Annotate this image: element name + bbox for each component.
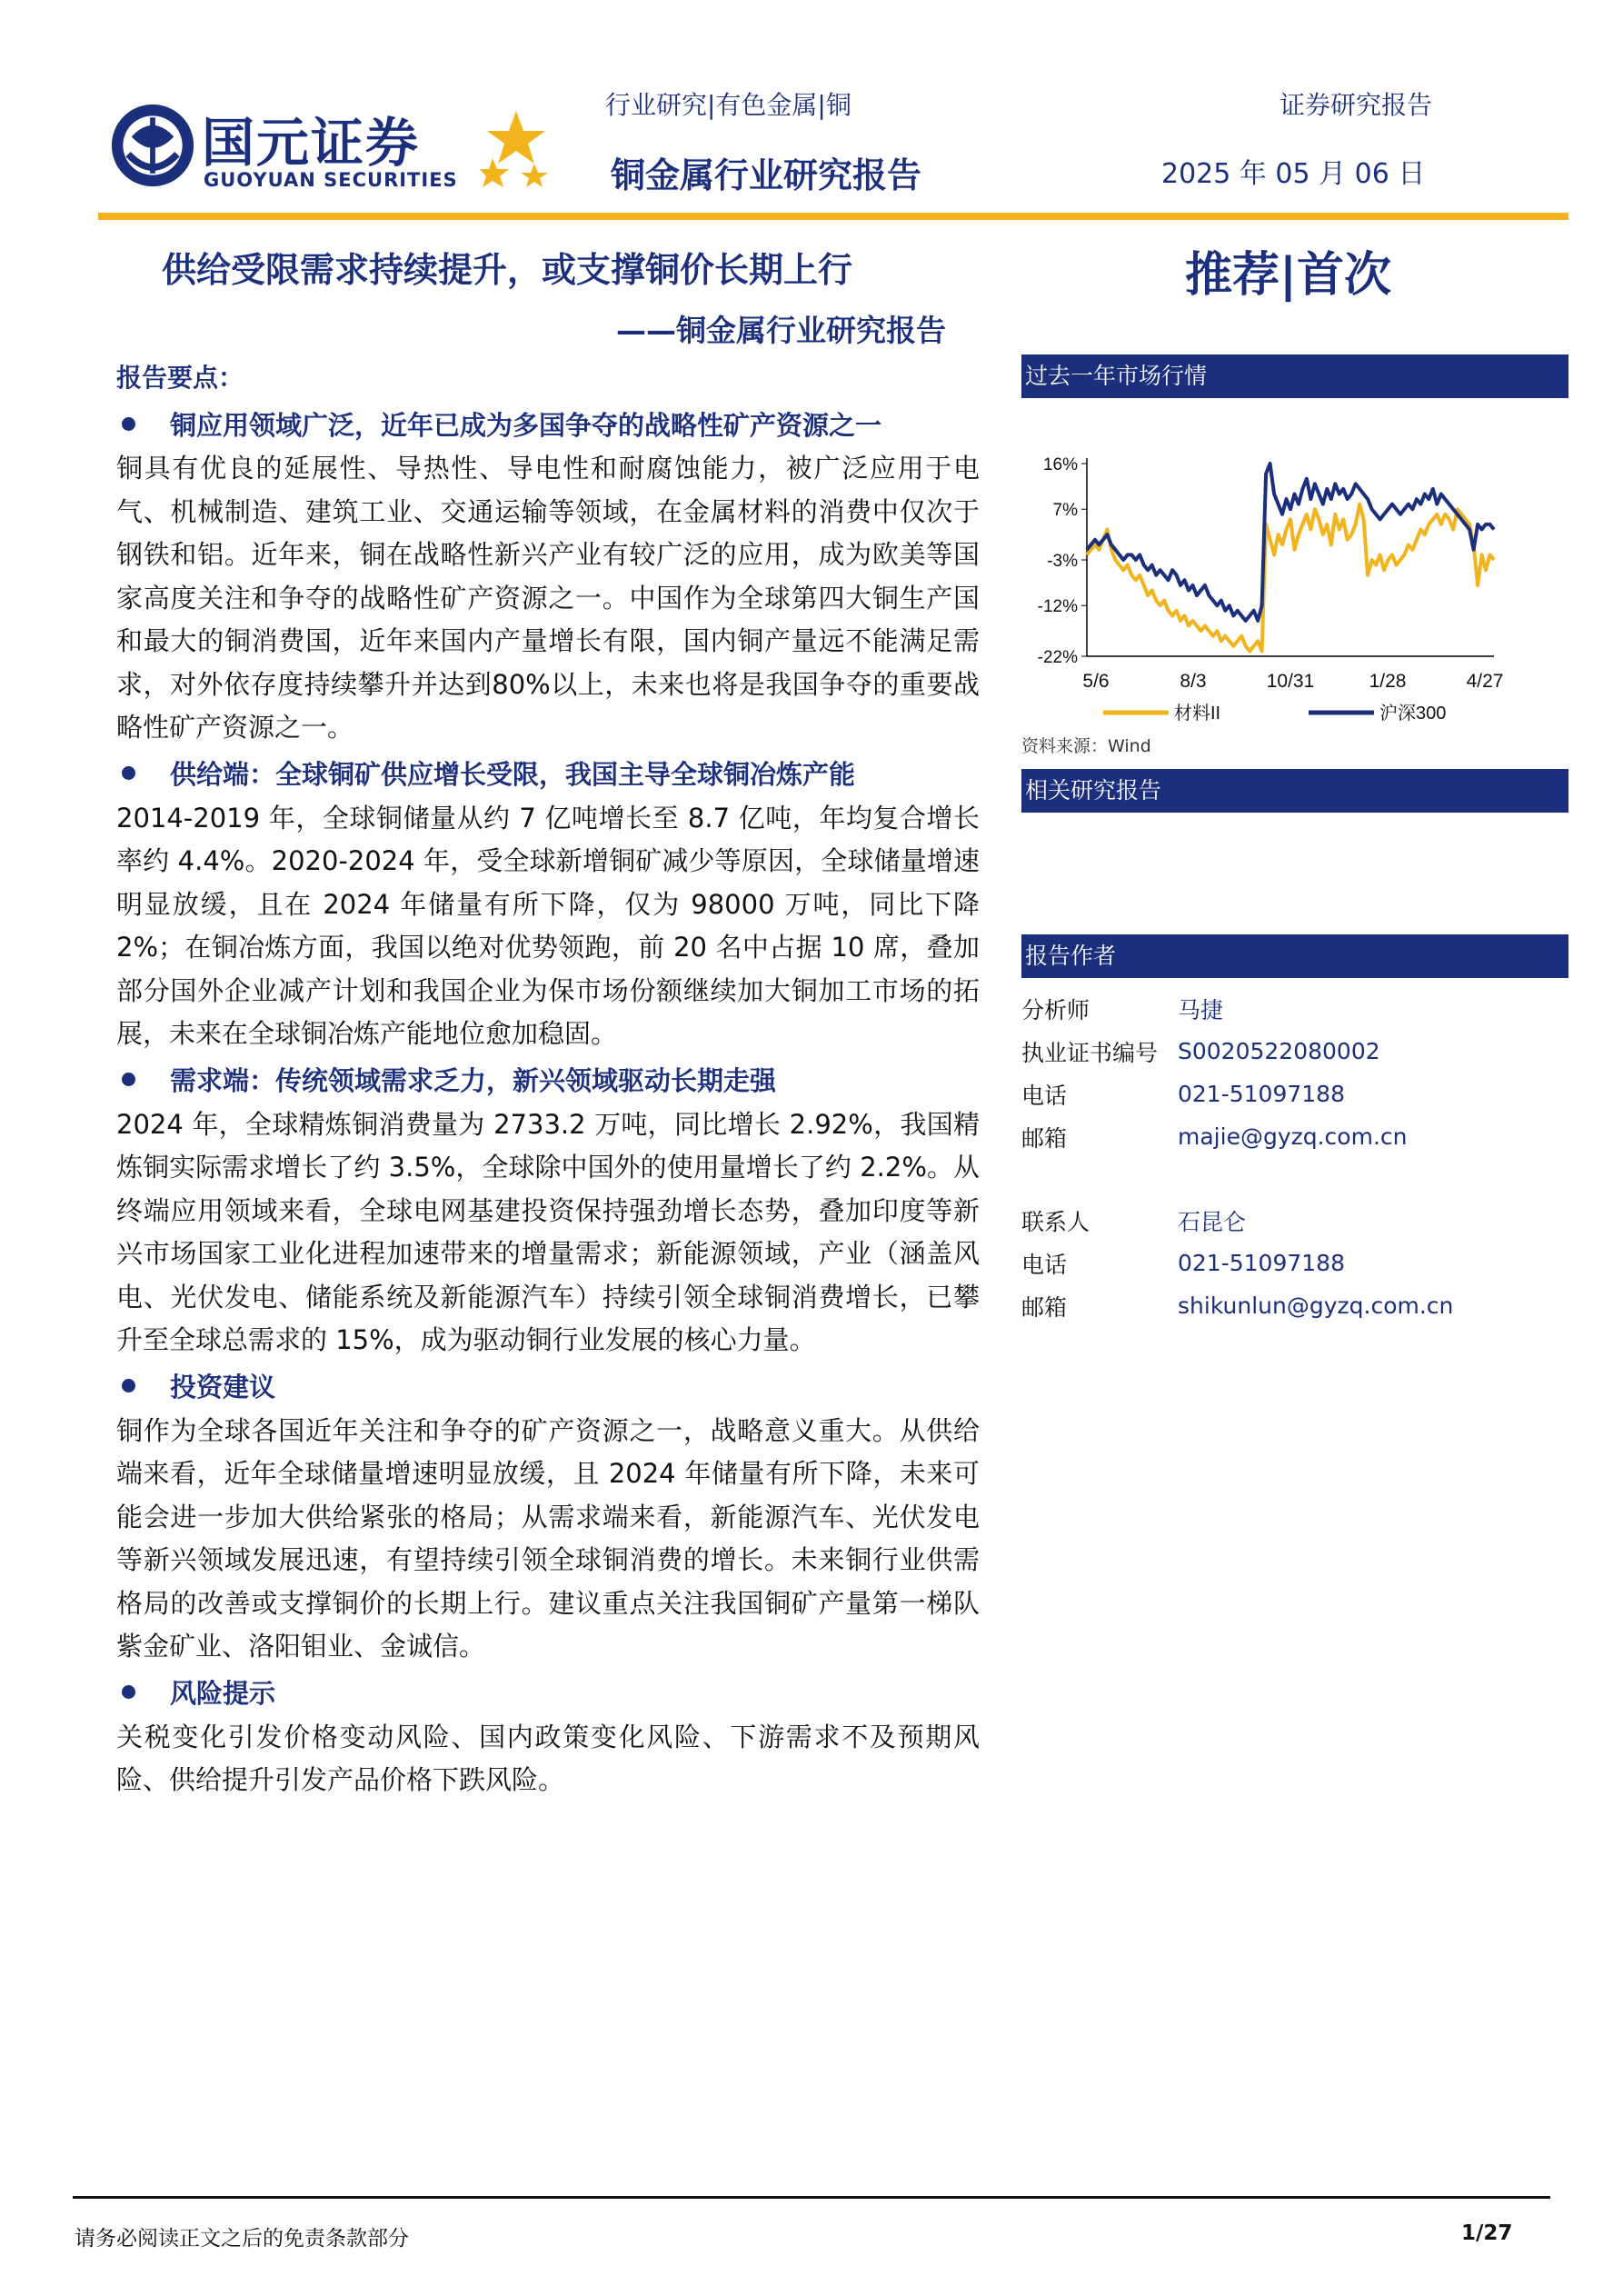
section-heading: 风险提示 (116, 1672, 980, 1712)
bullet-icon (122, 766, 135, 780)
footer-divider (73, 2196, 1550, 2199)
section-body: 2014-2019 年，全球铜储量从约 7 亿吨增长至 8.7 亿吨，年均复合增长率约 4.4%。2020-2024 年，受全球新增铜矿减少等原因，全球储量增速明显放缓，且在 2024 年储量有所下降，仅为 98000 万吨，同比下降 2%；在铜冶炼方面，我国以绝对优势领跑，前 20 名中占据 10 席，叠加部分国外企业减产计划和我国企业为保市场份额继续加大铜加工市场的拓展，未来在全球铜冶炼产能地位愈加稳固。 (116, 802, 980, 1049)
x-tick-label: 10/31 (1266, 671, 1315, 692)
logo-chinese: 国元证券 (202, 112, 421, 174)
guoyuan-logo-icon (109, 102, 196, 189)
page-title: 供给受限需求持续提升，或支撑铜价长期上行 (162, 250, 853, 290)
email-link[interactable]: majie@gyzq.com.cn (1178, 1123, 1408, 1150)
info-row: 联系人 石昆仑 (1021, 1208, 1247, 1235)
section-body: 铜作为全球各国近年关注和争夺的矿产资源之一，战略意义重大。从供给端来看，近年全球储量增速明显放缓，且 2024 年储量有所下降，未来可能会进一步加大供给紧张的格局；从需求端来看，新能源汽车、光伏发电等新兴领域发展迅速，有望持续引领全球铜消费的增长。未来铜行业供需格局的改善或支撑铜价的长期上行。建议重点关注我国铜矿产量第一梯队紫金矿业、洛阳钼业、金诚信。 (116, 1414, 980, 1662)
market-chart (1021, 398, 1568, 725)
bullet-icon (122, 417, 135, 431)
bullet-icon (122, 1685, 135, 1699)
breadcrumb: 行业研究|有色金属|铜 (605, 90, 851, 120)
x-tick-label: 4/27 (1466, 671, 1504, 692)
info-row: 邮箱 shikunlun@gyzq.com.cn (1021, 1293, 1454, 1321)
related-list (1021, 813, 1568, 934)
bullet-icon (122, 1073, 135, 1086)
section-heading: 需求端：传统领域需求乏力，新兴领域驱动长期走强 (116, 1060, 980, 1100)
contact-info (1021, 1199, 1568, 1327)
email-link[interactable]: shikunlun@gyzq.com.cn (1178, 1293, 1454, 1319)
logo-english: GUOYUAN SECURITIES (204, 169, 458, 191)
rating-badge: 推荐|首次 (1185, 248, 1391, 303)
market-chart-svg (1021, 398, 1568, 725)
y-tick-label: -12% (1037, 597, 1078, 617)
y-tick-label: -3% (1047, 552, 1078, 571)
report-name: 铜金属行业研究报告 (611, 155, 922, 195)
section-heading: 供给端：全球铜矿供应增长受限，我国主导全球铜冶炼产能 (116, 754, 980, 794)
doc-type: 证券研究报告 (1279, 90, 1433, 120)
y-tick-label: 7% (1052, 501, 1078, 521)
y-tick-label: -22% (1037, 648, 1078, 667)
header-divider (98, 213, 1568, 220)
info-row: 邮箱 majie@gyzq.com.cn (1021, 1123, 1408, 1152)
analyst-info (1021, 987, 1568, 1158)
section-heading: 投资建议 (116, 1366, 980, 1406)
section-body: 关税变化引发价格变动风险、国内政策变化风险、下游需求不及预期风险、供给提升引发产品价格下跌风险。 (116, 1721, 980, 1795)
page-subtitle: ——铜金属行业研究报告 (616, 313, 946, 348)
bullet-icon (122, 1379, 135, 1393)
x-tick-label: 5/6 (1082, 671, 1110, 692)
x-tick-label: 1/28 (1369, 671, 1407, 692)
info-row: 电话 021-51097188 (1021, 1250, 1345, 1278)
star-icon (480, 111, 553, 193)
x-tick-label: 8/3 (1180, 671, 1207, 692)
page-number: 1/27 (1461, 2221, 1513, 2245)
section-body: 2024 年，全球精炼铜消费量为 2733.2 万吨，同比增长 2.92%，我国精炼铜实际需求增长了约 3.5%，全球除中国外的使用量增长了约 2.2%。从终端应用领域来看，全球电网基建投资保持强劲增长态势，叠加印度等新兴市场国家工业化进程加速带来的增量需求；新能源领域，产业（涵盖风电、光伏发电、储能系统及新能源汽车）持续引领全球铜消费增长，已攀升至全球总需求的 15%，成为驱动铜行业发展的核心力量。 (116, 1108, 980, 1355)
key-points-title: 报告要点： (116, 363, 244, 393)
section-heading: 铜应用领域广泛，近年已成为多国争夺的战略性矿产资源之一 (116, 404, 980, 444)
footer-disclaimer: 请务必阅读正文之后的免责条款部分 (75, 2227, 409, 2251)
key-points (116, 358, 980, 1806)
legend-label: 材料II (1174, 704, 1221, 724)
y-tick-label: 16% (1042, 455, 1078, 474)
section-body: 铜具有优良的延展性、导热性、导电性和耐腐蚀能力，被广泛应用于电气、机械制造、建筑工业、交通运输等领域，在金属材料的消费中仅次于钢铁和铝。近年来，铜在战略性新兴产业有较广泛的应用，成为欧美等国家高度关注和争夺的战略性矿产资源之一。中国作为全球第四大铜生产国和最大的铜消费国，近年来国内产量增长有限，国内铜产量远不能满足需求，对外依存度持续攀升并达到80%以上，未来也将是我国争夺的重要战略性矿产资源之一。 (116, 453, 980, 743)
series-line-materials (1087, 504, 1494, 652)
info-row: 分析师 马捷 (1021, 996, 1224, 1023)
info-row: 执业证书编号 S0020522080002 (1021, 1038, 1380, 1066)
sidebar (1021, 354, 1568, 1327)
report-date: 2025 年 05 月 06 日 (1161, 158, 1426, 190)
author-title: 报告作者 (1021, 934, 1568, 978)
related-title: 相关研究报告 (1021, 769, 1568, 813)
market-title: 过去一年市场行情 (1021, 354, 1568, 398)
legend-label: 沪深300 (1379, 704, 1447, 724)
chart-source: 资料来源：Wind (1021, 736, 1151, 756)
info-row: 电话 021-51097188 (1021, 1081, 1345, 1109)
